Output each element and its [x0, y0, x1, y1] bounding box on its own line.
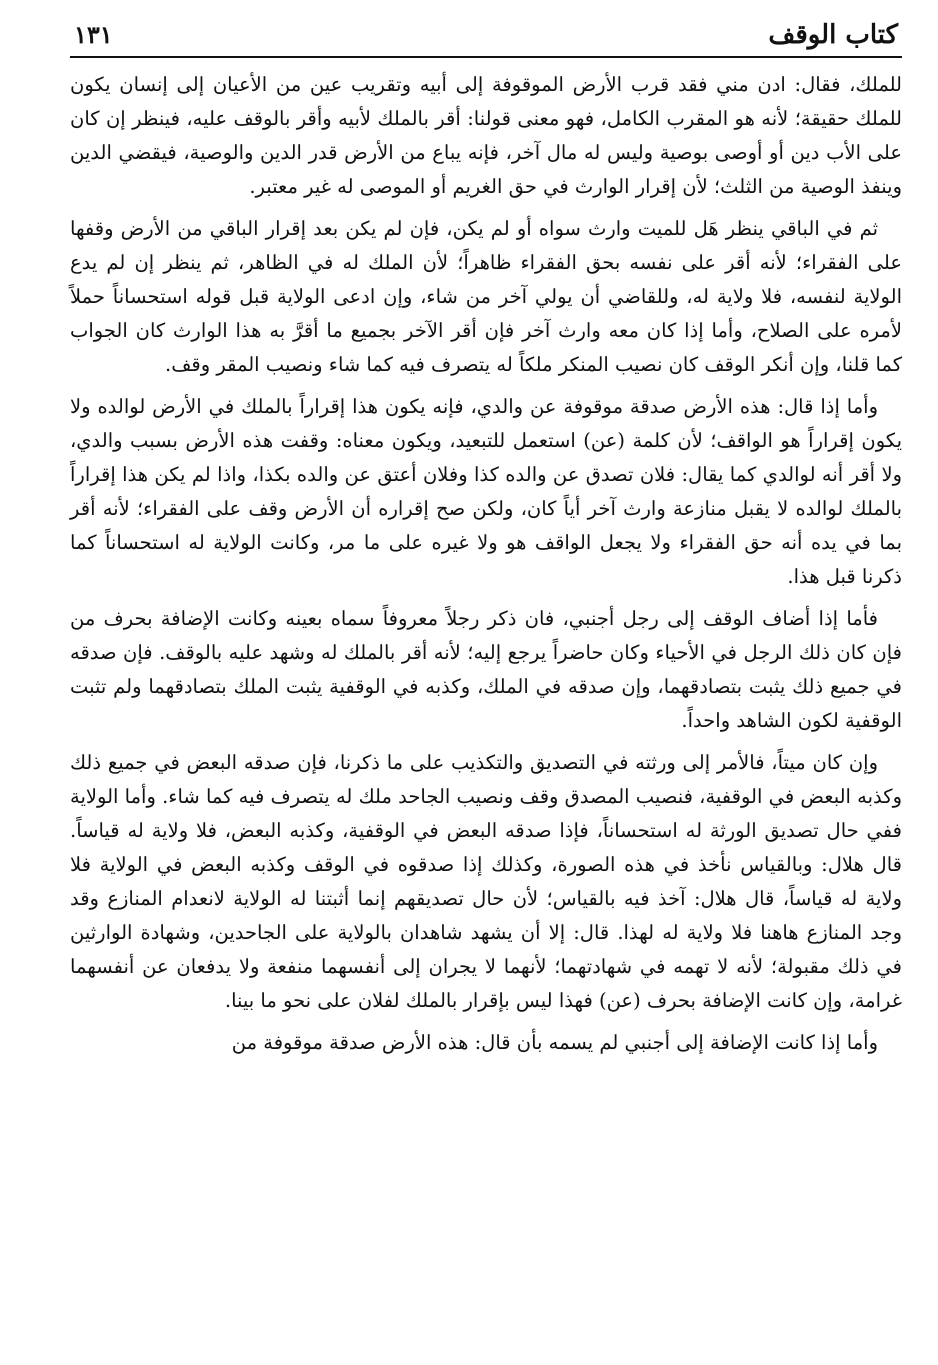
- paragraph-5: وإن كان ميتاً، فالأمر إلى ورثته في التصديق والتكذيب على ما ذكرنا، فإن صدقه البعض في جميع ذلك وكذبه البعض في الوقفية، فنصيب المصدق وقف ونصيب الجاحد ملك له يتصرف فيه كما شاء. وأما الولاية ففي حال تصديق الورثة له استحساناً، فإذا صدقه البعض في الوقفية، وكذبه البعض، فلا ولاية له قياساً. قال هلال: وبالقياس نأخذ في هذه الصورة، وكذلك إذا صدقوه في الوقف وكذبه البعض في الولاية فلا ولاية له قياساً، قال هلال: آخذ فيه بالقياس؛ لأن حال تصديقهم إنما أثبتنا له الولاية لانعدام المنازع وقد وجد المنازع هاهنا فلا ولاية له لهذا. قال: إلا أن يشهد شاهدان بالولاية على الجاحدين، وشهادة الوارثين في ذلك مقبولة؛ لأنه لا تهمه في شهادتهما؛ لأنهما لا يجران إلى أنفسهما منفعة ولا يدفعان عن أنفسهما غرامة، وإن كانت الإضافة بحرف (عن) فهذا ليس بإقرار بالملك لفلان على نحو ما بينا.: [70, 751, 902, 1012]
- paragraph-3: وأما إذا قال: هذه الأرض صدقة موقوفة عن والدي، فإنه يكون هذا إقراراً بالملك في الأرض لوالده ولا يكون إقراراً هو الواقف؛ لأن كلمة (عن) استعمل للتبعيد، ويكون معناه: وقفت هذه الأرض بسبب والدي، ولا أقر أنه لوالدي كما يقال: فلان تصدق عن والده كذا وفلان أعتق عن والده بكذا، واذا لم يكن هذا إقراراً بالملك لوالده لا يقبل منازعة وارث آخر أياً كان، ولكن صح إقراره أن الأرض وقف على الفقراء؛ لأنه أقر بما في يده أنه حق الفقراء ولا يجعل الواقف هو ولا غيره على ما مر، وكانت الولاية له استحساناً كما ذكرنا قبل هذا.: [70, 395, 903, 588]
- page-number: ١٣١: [74, 20, 113, 49]
- chapter-title: كتاب الوقف: [768, 20, 898, 50]
- paragraph-4: فأما إذا أضاف الوقف إلى رجل أجنبي، فان ذكر رجلاً معروفاً سماه بعينه وكانت الإضافة بحرف من فإن كان ذلك الرجل في الأحياء وكان حاضراً يرجع إليه؛ لأنه أقر بالملك له وشهد عليه بالوقف. فإن صدقه في جميع ذلك يثبت بتصادقهما، وإن صدقه في الملك، وكذبه في الوقفية يثبت الملك بتصادقهما ولم تثبت الوقفية لكون الشاهد واحداً.: [70, 607, 902, 732]
- page-header: [70, 18, 902, 52]
- header-divider: [70, 56, 902, 58]
- book-page: [70, 18, 902, 1068]
- paragraph-1: للملك، فقال: ادن مني فقد قرب الأرض الموقوفة إلى أبيه وتقريب عين من الأعيان إلى إنسان يكون للملك حقيقة؛ لأنه هو المقرب الكامل، فهو معنى قولنا: أقر بالملك لأبيه وأقر بالوقف عليه، فينظر إن كان على الأب دين أو أوصى بوصية وليس له مال آخر، فإنه يباع من الأرض قدر الدين والوصية، فيقضي الدين وينفذ الوصية من الثلث؛ لأن إقرار الوارث في حق الغريم أو الموصى له غير معتبر.: [70, 73, 902, 198]
- page-body: [70, 68, 902, 1060]
- paragraph-2: ثم في الباقي ينظر هَل للميت وارث سواه أو لم يكن، فإن لم يكن بعد إقرار الباقي من الأرض وقفها على الفقراء؛ لأنه أقر على نفسه بحق الفقراء ظاهراً؛ لأن الملك له في الظاهر، ثم ينظر إن لم يدع الولاية لنفسه، فلا ولاية له، وللقاضي أن يولي آخر من شاء، وإن ادعى الولاية قبل قوله استحساناً حملاً لأمره على الصلاح، وأما إذا كان معه وارث آخر فإن أقر الآخر بجميع ما أقرَّ به هذا الوارث كان الجواب كما قلنا، وإن أنكر الوقف كان نصيب المنكر ملكاً له يتصرف فيه كما شاء ونصيب المقر وقف.: [70, 217, 902, 376]
- paragraph-6: وأما إذا كانت الإضافة إلى أجنبي لم يسمه بأن قال: هذه الأرض صدقة موقوفة من: [231, 1031, 878, 1054]
